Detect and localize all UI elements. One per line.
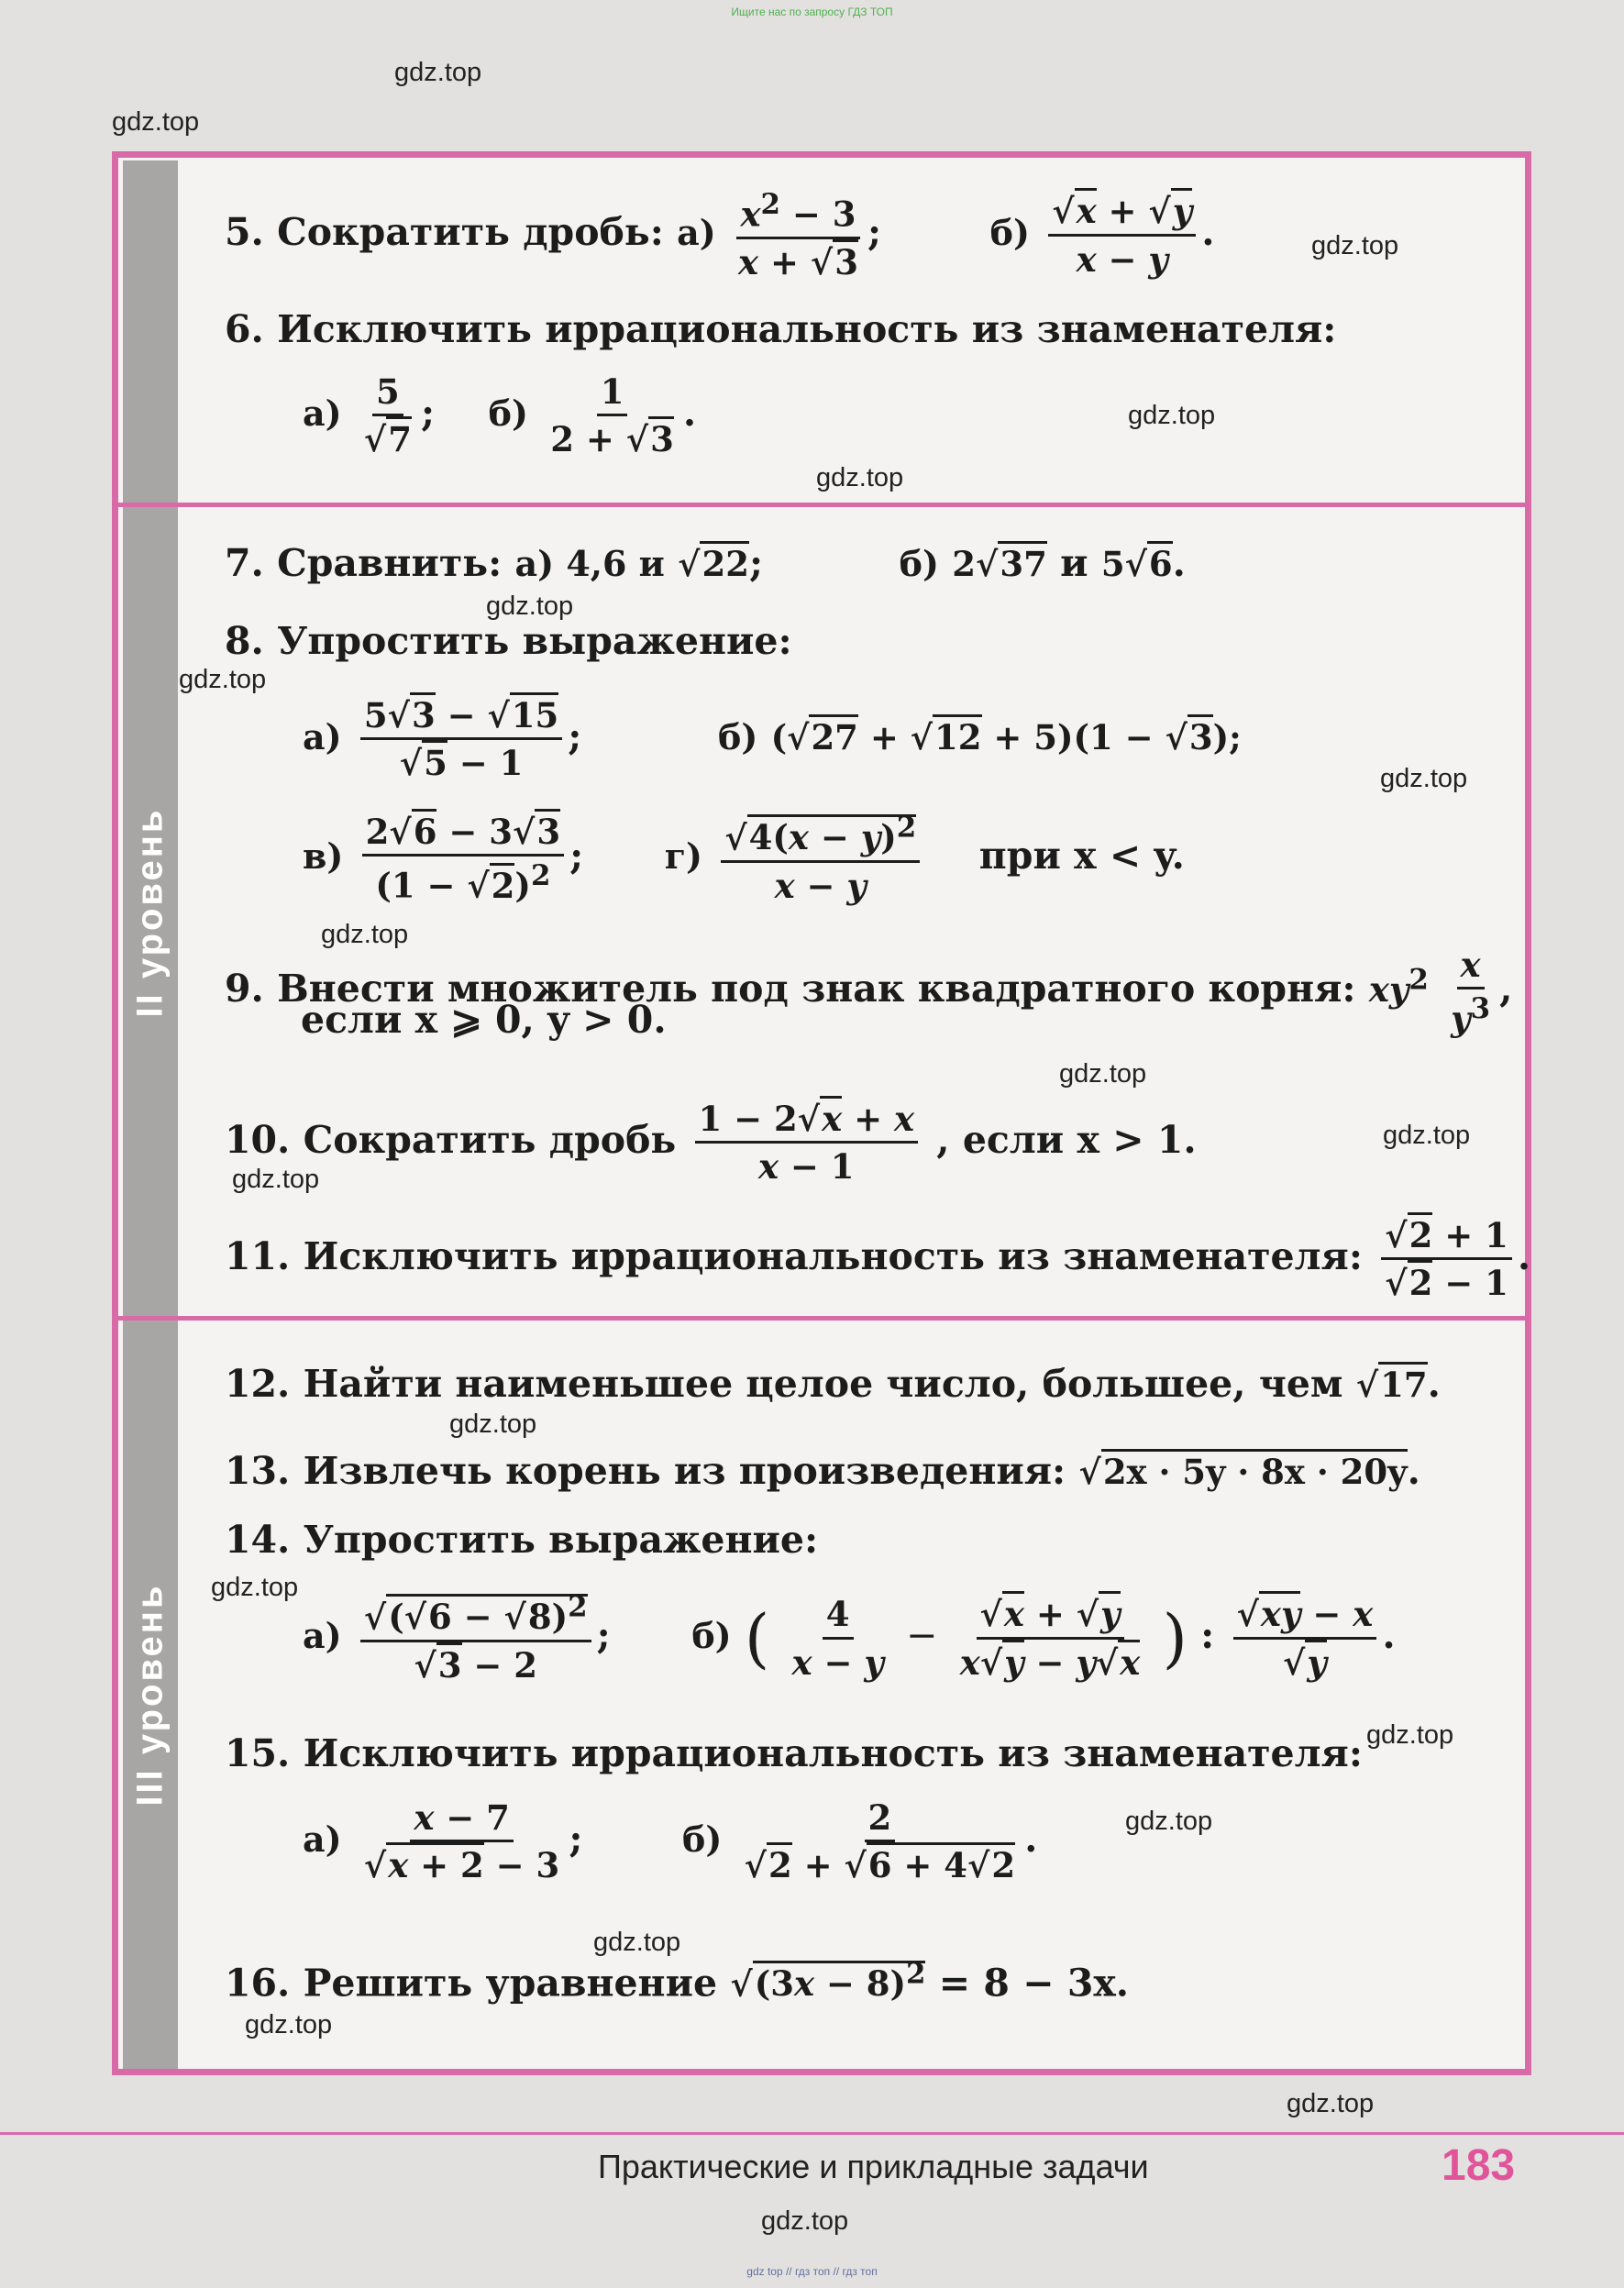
task-7-and: и [1060,541,1088,585]
level-separator [118,1316,1525,1321]
task-5-text: 5. Сократить дробь: [225,210,664,255]
task-9-text: 9. Внести множитель под знак квадратного корня: [225,967,1356,1011]
task-6-b-label: б) [488,392,528,434]
task-7-text: 7. Сравнить: [225,541,503,585]
task-5-b-label: б) [989,212,1030,254]
task-8-row2: в) $\frac{2√6 - 3√3}{(1 - √2)^2}$ ; г) $\frac{√4(x - y)^2}{x - y}$ при x < y. [303,812,1185,906]
watermark: gdz.top [593,1928,681,1957]
task-8-a-label: а) [303,715,342,757]
watermark: gdz.top [1287,2089,1375,2118]
watermark: gdz.top [1125,1807,1213,1836]
task-7-a-label: а) 4,6 и [514,543,665,584]
task-12-text: 12. Найти наименьшее целое число, большее, чем [225,1362,1343,1406]
watermark: gdz.top [211,1573,299,1602]
watermark: gdz.top [1383,1121,1471,1150]
watermark: gdz.top [232,1165,320,1194]
task-13-text: 13. Извлечь корень из произведения: [225,1449,1066,1493]
task-16-rhs: = 8 − 3x. [938,1961,1130,2006]
task-6-text: 6. Исключить иррациональность из знаменателя: [225,307,1337,351]
task-9-root: $\frac{x}{y^3}$ [1451,945,1491,1039]
level1-band [123,160,178,503]
task-8-condition: при x < y. [978,834,1185,879]
task-8-g-fraction: $\frac{√4(x - y)^2}{x - y}$ [721,812,920,906]
task-15-b-fraction: $\frac{2}{√2 + √6 + 4√2}$ [744,1797,1016,1886]
watermark: gdz.top [816,463,904,492]
task-12: 12. Найти наименьшее целое число, большее, чем √17. [225,1362,1441,1406]
task-14-b-frac1: $\frac{4}{x - y}$ [791,1594,884,1683]
task-14-items: а) $\frac{√(√6 - √8)^2}{√3 - 2}$ ; б) ( $\frac{4}{x - y}$ − $\frac{√x + √y}{x√y - y√x}$ ) : $\frac{√xy - x}{√y}$ . [303,1591,1396,1686]
task-13-root: 2x · 5y · 8x · 20y [1101,1449,1408,1492]
footer-rule [0,2132,1624,2135]
task-15-items: а) $\frac{x - 7}{√x + 2 - 3}$ ; б) $\frac{2}{√2 + √6 + 4√2}$ . [303,1797,1038,1886]
task-15-b-label: б) [682,1818,723,1860]
watermark: gdz.top [1380,764,1468,793]
watermark: gdz.top [449,1409,537,1439]
task-7: 7. Сравнить: а) 4,6 и √22; б) 2√37 и 5√6. [225,541,1186,585]
watermark: gdz.top [1059,1059,1147,1089]
task-11-fraction: $\frac{√2 + 1}{√2 - 1}$ [1381,1215,1512,1304]
task-14-b-frac3: $\frac{√xy - x}{√y}$ [1233,1594,1377,1683]
watermark: gdz.top [394,58,482,87]
task-14-b-label: б) [691,1615,732,1657]
task-14-b-frac2: $\frac{√x + √y}{x√y - y√x}$ [956,1594,1144,1683]
footer-title: Практические и прикладные задачи [598,2148,1149,2185]
task-8-row1: а) $\frac{5√3 - √15}{√5 - 1}$ ; б) (√27 + √12 + 5)(1 − √3); [303,695,1242,784]
watermark: gdz.top [1128,401,1216,430]
task-15-text: 15. Исключить иррациональность из знаменателя: [225,1731,1363,1775]
level-separator [118,503,1525,507]
task-15 [225,1731,1363,1776]
task-14 [225,1518,818,1563]
watermark: gdz.top [112,107,200,137]
watermark: gdz.top [1311,231,1399,260]
level3-label: III уровень [129,1583,171,1807]
task-5-b-fraction: $\frac{√x + √y}{x - y}$ [1048,191,1196,280]
page-number: 183 [1442,2141,1516,2190]
task-7-b-label: б) [899,543,939,584]
task-10 [225,1099,1197,1188]
task-6-a-fraction: $\frac{5}{√7}$ [363,371,412,460]
top-banner: Ищите нас по запросу ГДЗ ТОП [731,6,893,18]
task-16: 16. Решить уравнение $√(3x - 8)^2 = 8 - 3x$. [225,1958,1130,2006]
task-8-g-label: г) [664,835,703,878]
task-15-a-fraction: $\frac{x - 7}{√x + 2 - 3}$ [363,1797,560,1886]
task-8-v-label: в) [303,835,344,878]
task-14-a-label: а) [303,1615,342,1657]
task-8-v-fraction: $\frac{2√6 - 3√3}{(1 - √2)^2}$ [362,812,564,906]
level2-label: II уровень [129,807,171,1017]
task-14-a-fraction: $\frac{√(√6 - √8)^2}{√3 - 2}$ [360,1591,591,1686]
task-6-a-label: а) [303,392,342,434]
task-13: 13. Извлечь корень из произведения: √2x · 5y · 8x · 20y. [225,1449,1420,1493]
task-9-line2 [301,998,667,1043]
task-5-a-label: а) [677,212,716,254]
task-11: 11. Исключить иррациональность из знаменателя: $\frac{√2 + 1}{√2 - 1}$ . [225,1215,1530,1304]
footer-links: gdz top // гдз топ // гдз топ [746,2265,878,2278]
watermark: gdz.top [1366,1720,1454,1750]
watermark: gdz.top [486,591,574,621]
task-6 [225,307,1336,352]
watermark: gdz.top [761,2206,849,2236]
task-8-a-fraction: $\frac{5√3 - √15}{√5 - 1}$ [360,695,562,784]
task-8-text: 8. Упростить выражение: [225,619,792,663]
task-10-fraction: $\frac{1 - 2√x + x}{x - 1}$ [695,1099,918,1188]
task-12-root: 17 [1378,1362,1428,1405]
task-14-text: 14. Упростить выражение: [225,1518,819,1562]
watermark: gdz.top [179,665,267,694]
level2-band [123,507,178,1317]
task-15-a-label: а) [303,1818,342,1860]
task-8 [225,619,792,664]
task-6-items: а) $\frac{5}{√7}$ ; б) $\frac{1}{2 + √3}$ . [303,371,697,460]
task-5: 5. Сократить дробь: а) $\frac{x^2 - 3}{x + √3}$ ; б) $\frac{√x + √y}{x - y}$ . [225,188,1215,282]
task-10-condition: , если x > 1. [936,1117,1197,1162]
task-8-b-label: б) [718,715,758,757]
level3-band [123,1321,178,2069]
task-6-b-fraction: $\frac{1}{2 + √3}$ [550,371,674,460]
task-9: 9. Внести множитель под знак квадратного корня: $xy^2$ $\frac{x}{y^3}$ , [225,945,1513,1039]
task-10-text: 10. Сократить дробь [225,1117,677,1162]
watermark: gdz.top [245,2010,333,2039]
task-9-condition: если x ⩾ 0, y > 0. [301,998,667,1042]
watermark: gdz.top [321,920,409,949]
task-5-a-fraction: $\frac{x^2 - 3}{x + √3}$ [738,188,858,282]
task-16-text: 16. Решить уравнение [225,1961,718,2006]
task-11-text: 11. Исключить иррациональность из знаменателя: [225,1233,1363,1278]
